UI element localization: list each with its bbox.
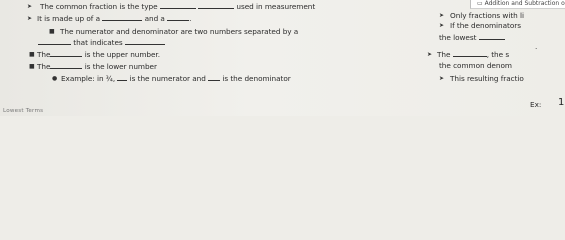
line6-post: is the lower number (84, 62, 157, 71)
line7-pre: Example: in ¾, (61, 74, 116, 83)
left-line-4 (38, 38, 165, 47)
blank (50, 50, 82, 57)
line2-mid: and a (144, 14, 165, 23)
square-bullet-icon: ■ (49, 28, 55, 35)
blank (479, 33, 505, 40)
worksheet-page (0, 0, 565, 116)
right-line-5: the common denom (439, 61, 512, 70)
blank (208, 74, 220, 81)
blank (38, 38, 71, 45)
arrow-bullet-icon: ➤ (439, 75, 445, 82)
right-line-2: If the denominators (450, 21, 521, 30)
example-label: Ex: (530, 100, 542, 109)
blank (167, 14, 192, 23)
line1-tail: used in measurement (236, 2, 316, 11)
right-line-1: Only fractions with li (450, 11, 524, 20)
line1-text: The common fraction is the type (40, 2, 158, 11)
blank (102, 14, 142, 21)
blank (50, 62, 82, 69)
footer-label: Lowest Terms (3, 108, 44, 114)
blank (125, 38, 165, 45)
arrow-bullet-icon: ➤ (27, 15, 33, 22)
dot-bullet-icon: ● (52, 75, 58, 82)
right-line-4-pre: The (437, 50, 451, 59)
right-line-3-end: . (535, 42, 538, 51)
left-line-5 (37, 50, 160, 59)
left-line-2 (37, 14, 191, 23)
right-line-4 (437, 50, 509, 59)
blank (160, 2, 196, 9)
right-line-6: This resulting fractio (450, 74, 524, 83)
line5-pre: The (37, 50, 51, 59)
example-value: 1 (558, 97, 565, 108)
left-line-1 (40, 2, 315, 11)
left-line-6 (37, 62, 157, 71)
right-line-3 (439, 33, 505, 42)
line3-text: The numerator and denominator are two numbers separated by a (60, 27, 299, 36)
square-bullet-icon: ■ (29, 51, 35, 58)
header-icon: ▭ (477, 0, 485, 7)
line7-mid: is the numerator and (129, 74, 206, 83)
line2-text: It is made up of a (37, 14, 101, 23)
square-bullet-icon: ■ (29, 63, 35, 70)
arrow-bullet-icon: ➤ (27, 3, 33, 10)
section-header-tab (470, 0, 565, 9)
right-line-4-post: , the s (486, 50, 510, 59)
right-line-3-text: the lowest (439, 33, 477, 42)
line4-text: that indicates (73, 38, 123, 47)
left-line-7 (61, 74, 291, 83)
arrow-bullet-icon: ➤ (427, 51, 433, 58)
line7-post: is the denominator (222, 74, 291, 83)
line5-post: is the upper number. (84, 50, 160, 59)
blank (117, 74, 127, 81)
arrow-bullet-icon: ➤ (439, 22, 445, 29)
arrow-bullet-icon: ➤ (439, 12, 445, 19)
blank (198, 2, 234, 9)
section-header-label: Addition and Subtraction o (484, 0, 565, 7)
blank (453, 50, 487, 57)
line2-tail: . (189, 14, 192, 23)
left-line-3 (60, 27, 298, 36)
line6-pre: The (37, 62, 51, 71)
